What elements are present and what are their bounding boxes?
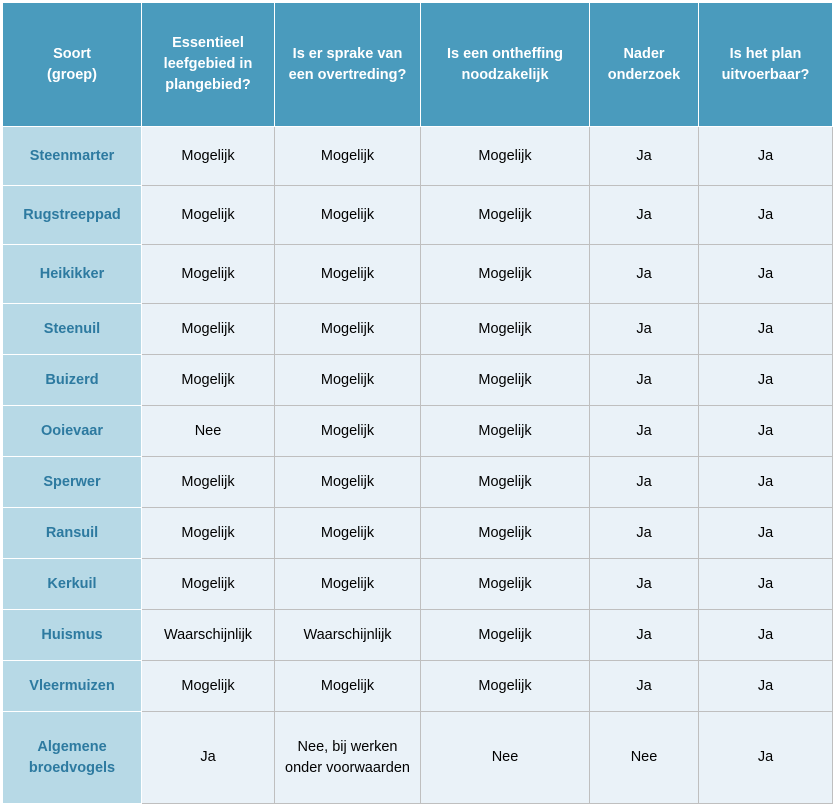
cell-exemption: Mogelijk — [421, 559, 590, 610]
table-row — [3, 712, 833, 804]
cell-exemption: Mogelijk — [421, 610, 590, 661]
cell-violation: Mogelijk — [275, 406, 421, 457]
table-row — [3, 610, 833, 661]
cell-further-research: Ja — [590, 355, 699, 406]
table-row — [3, 457, 833, 508]
species-name: Ooievaar — [3, 406, 142, 457]
cell-violation: Nee, bij werken onder voorwaarden — [275, 712, 421, 804]
cell-plan-feasible: Ja — [699, 610, 833, 661]
cell-essential-habitat: Mogelijk — [142, 304, 275, 355]
species-name: Sperwer — [3, 457, 142, 508]
species-name: Algemene broedvogels — [3, 712, 142, 804]
cell-plan-feasible: Ja — [699, 355, 833, 406]
table-row — [3, 508, 833, 559]
cell-further-research: Ja — [590, 661, 699, 712]
cell-violation: Waarschijnlijk — [275, 610, 421, 661]
species-name: Steenmarter — [3, 127, 142, 186]
cell-essential-habitat: Ja — [142, 712, 275, 804]
cell-violation: Mogelijk — [275, 304, 421, 355]
table-row — [3, 661, 833, 712]
species-name: Vleermuizen — [3, 661, 142, 712]
cell-further-research: Nee — [590, 712, 699, 804]
cell-further-research: Ja — [590, 406, 699, 457]
cell-essential-habitat: Mogelijk — [142, 661, 275, 712]
table-row — [3, 127, 833, 186]
cell-further-research: Ja — [590, 245, 699, 304]
cell-plan-feasible: Ja — [699, 304, 833, 355]
cell-essential-habitat: Mogelijk — [142, 559, 275, 610]
cell-plan-feasible: Ja — [699, 245, 833, 304]
cell-essential-habitat: Mogelijk — [142, 245, 275, 304]
cell-plan-feasible: Ja — [699, 559, 833, 610]
header-essential-habitat: Essentieel leefgebied in plangebied? — [142, 3, 275, 127]
cell-exemption: Nee — [421, 712, 590, 804]
species-name: Ransuil — [3, 508, 142, 559]
cell-essential-habitat: Mogelijk — [142, 508, 275, 559]
header-species: Soort (groep) — [3, 3, 142, 127]
cell-plan-feasible: Ja — [699, 406, 833, 457]
cell-exemption: Mogelijk — [421, 186, 590, 245]
cell-essential-habitat: Nee — [142, 406, 275, 457]
cell-essential-habitat: Waarschijnlijk — [142, 610, 275, 661]
cell-plan-feasible: Ja — [699, 661, 833, 712]
header-plan-feasible: Is het plan uitvoerbaar? — [699, 3, 833, 127]
cell-exemption: Mogelijk — [421, 508, 590, 559]
cell-violation: Mogelijk — [275, 355, 421, 406]
cell-further-research: Ja — [590, 304, 699, 355]
species-name: Huismus — [3, 610, 142, 661]
cell-plan-feasible: Ja — [699, 508, 833, 559]
cell-plan-feasible: Ja — [699, 186, 833, 245]
cell-further-research: Ja — [590, 508, 699, 559]
cell-exemption: Mogelijk — [421, 245, 590, 304]
cell-violation: Mogelijk — [275, 457, 421, 508]
species-name: Buizerd — [3, 355, 142, 406]
cell-violation: Mogelijk — [275, 508, 421, 559]
cell-plan-feasible: Ja — [699, 712, 833, 804]
table-row — [3, 559, 833, 610]
cell-further-research: Ja — [590, 610, 699, 661]
cell-essential-habitat: Mogelijk — [142, 457, 275, 508]
cell-violation: Mogelijk — [275, 661, 421, 712]
cell-plan-feasible: Ja — [699, 457, 833, 508]
cell-violation: Mogelijk — [275, 245, 421, 304]
cell-further-research: Ja — [590, 559, 699, 610]
cell-exemption: Mogelijk — [421, 355, 590, 406]
cell-further-research: Ja — [590, 186, 699, 245]
cell-essential-habitat: Mogelijk — [142, 127, 275, 186]
cell-exemption: Mogelijk — [421, 457, 590, 508]
table-row — [3, 304, 833, 355]
cell-violation: Mogelijk — [275, 186, 421, 245]
header-further-research: Nader onderzoek — [590, 3, 699, 127]
table-row — [3, 406, 833, 457]
species-name: Kerkuil — [3, 559, 142, 610]
header-exemption: Is een ontheffing noodzakelijk — [421, 3, 590, 127]
header-violation: Is er sprake van een overtreding? — [275, 3, 421, 127]
table-row — [3, 355, 833, 406]
header-row — [3, 3, 833, 127]
species-name: Steenuil — [3, 304, 142, 355]
cell-further-research: Ja — [590, 457, 699, 508]
cell-essential-habitat: Mogelijk — [142, 186, 275, 245]
species-assessment-table — [2, 2, 833, 804]
table-row — [3, 245, 833, 304]
cell-violation: Mogelijk — [275, 127, 421, 186]
cell-exemption: Mogelijk — [421, 304, 590, 355]
table-row — [3, 186, 833, 245]
cell-further-research: Ja — [590, 127, 699, 186]
cell-violation: Mogelijk — [275, 559, 421, 610]
species-name: Rugstreeppad — [3, 186, 142, 245]
cell-essential-habitat: Mogelijk — [142, 355, 275, 406]
cell-exemption: Mogelijk — [421, 127, 590, 186]
cell-plan-feasible: Ja — [699, 127, 833, 186]
cell-exemption: Mogelijk — [421, 406, 590, 457]
species-name: Heikikker — [3, 245, 142, 304]
cell-exemption: Mogelijk — [421, 661, 590, 712]
